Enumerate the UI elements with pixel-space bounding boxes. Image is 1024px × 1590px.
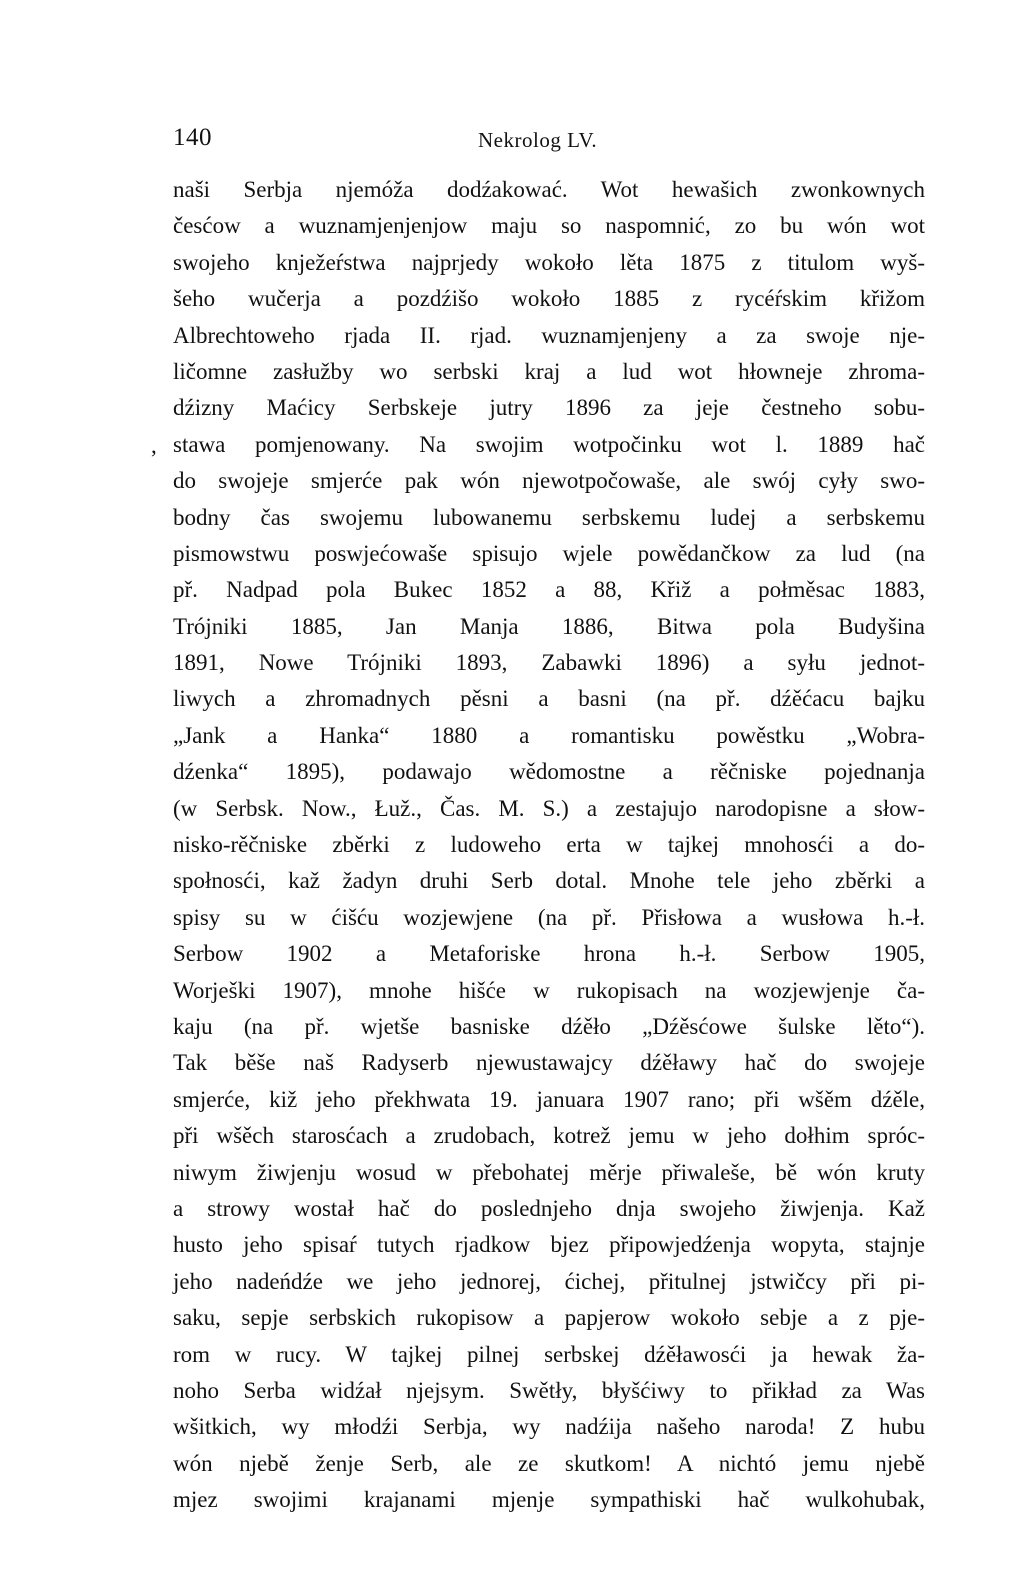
text-line: Tak běše naš Radyserb njewustawajcy dźěławy hač do swojeje [173,1050,925,1076]
text-line: (w Serbsk. Now., Łuž., Čas. M. S.) a zestajujo narodopisne a słow- [173,795,925,821]
text-line: Worješki 1907), mnohe hišće w rukopisach na wozjewjenje ča- [173,977,925,1003]
text-line: stawa pomjenowany. Na swojim wotpočinku wot l. 1889 hač [173,431,925,457]
text-line: Serbow 1902 a Metaforiske hrona h.-ł. Serbow 1905, [173,941,925,967]
text-line: bodny čas swojemu lubowanemu serbskemu ludej a serbskemu [173,504,925,530]
text-line: społnosći, kaž žadyn druhi Serb dotal. Mnohe tele jeho zběrki a [173,868,925,894]
text-line: niwym žiwjenju wosud w přebohatej měrje přiwaleše, bě wón kruty [173,1159,925,1185]
text-line: pismowstwu poswjećowaše spisujo wjele powědančkow za lud (na [173,540,925,566]
text-line: šeho wučerja a pozdźišo wokoło 1885 z rycéŕskim křižom [173,286,925,312]
text-line: noho Serba widźał njejsym. Swětły, błyšćiwy to přikład za Was [173,1377,925,1403]
text-line: spisy su w ćišću wozjewjene (na př. Přisłowa a wusłowa h.-ł. [173,904,925,930]
text-line: ličomne zasłužby wo serbski kraj a lud wot hłowneje zhroma- [173,358,925,384]
text-line: wón njebě ženje Serb, ale ze skutkom! A nichtó jemu njebě [173,1450,925,1476]
body-text [173,172,925,1518]
text-line: př. Nadpad pola Bukec 1852 a 88, Křiž a połměsac 1883, [173,577,925,603]
text-line: rom w rucy. W tajkej pilnej serbskej dźěławosći ja hewak ža- [173,1341,925,1367]
text-line: nisko-rěčniske zběrki z ludoweho erta w tajkej mnohosći a do- [173,832,925,858]
text-line: smjerće, kiž jeho překhwata 19. januara 1907 rano; při wšěm dźěle, [173,1086,925,1112]
text-line: dźenka“ 1895), podawajo wědomostne a rěčniske pojednanja [173,759,925,785]
text-line: husto jeho spisaŕ tutych rjadkow bjez připowjedźenja wopyta, stajnje [173,1232,925,1258]
text-line: saku, sepje serbskich rukopisow a papjerow wokoło sebje a z pje- [173,1305,925,1331]
text-line: při wšěch starosćach a zrudobach, kotrež jemu w jeho dołhim spróc- [173,1123,925,1149]
margin-mark: , [151,433,157,458]
page-number: 140 [173,124,212,151]
running-head: Nekrolog LV. [478,128,598,152]
text-line: česćow a wuznamjenjenjow maju so naspomnić, zo bu wón wot [173,213,925,239]
text-line: a strowy wostał hač do poslednjeho dnja swojeho žiwjenja. Kaž [173,1195,925,1221]
text-line: dźizny Maćicy Serbskeje jutry 1896 za jeje čestneho sobu- [173,395,925,421]
text-line: naši Serbja njemóža dodźakować. Wot hewašich zwonkownych [173,177,925,202]
text-line: 1891, Nowe Trójniki 1893, Zabawki 1896) a syłu jednot- [173,650,925,676]
text-line: do swojeje smjerće pak wón njewotpočowaše, ale swój cyły swo- [173,468,925,494]
text-line: swojeho knježeŕstwa najprjedy wokoło lěta 1875 z titulom wyš- [173,249,925,275]
text-line: mjez swojimi krajanami mjenje sympathiski hač wulkohubak, [173,1487,925,1513]
text-line: liwych a zhromadnych pěsni a basni (na př. dźěćacu bajku [173,686,925,712]
text-line: Albrechtoweho rjada II. rjad. wuznamjenjeny a za swoje nje- [173,322,925,348]
text-line: jeho nadeńdźe we jeho jednorej, ćichej, přitulnej jstwičcy při pi- [173,1268,925,1294]
text-line: wšitkich, wy młodźi Serbja, wy nadźija našeho naroda! Z hubu [173,1414,925,1440]
text-line: „Jank a Hanka“ 1880 a romantisku powěstku „Wobra- [173,722,925,748]
text-line: Trójniki 1885, Jan Manja 1886, Bitwa pola Budyšina [173,613,925,639]
page-header [173,118,933,158]
text-line: kaju (na př. wjetše basniske dźěło „Dźěsćowe šulske lěto“). [173,1013,925,1039]
